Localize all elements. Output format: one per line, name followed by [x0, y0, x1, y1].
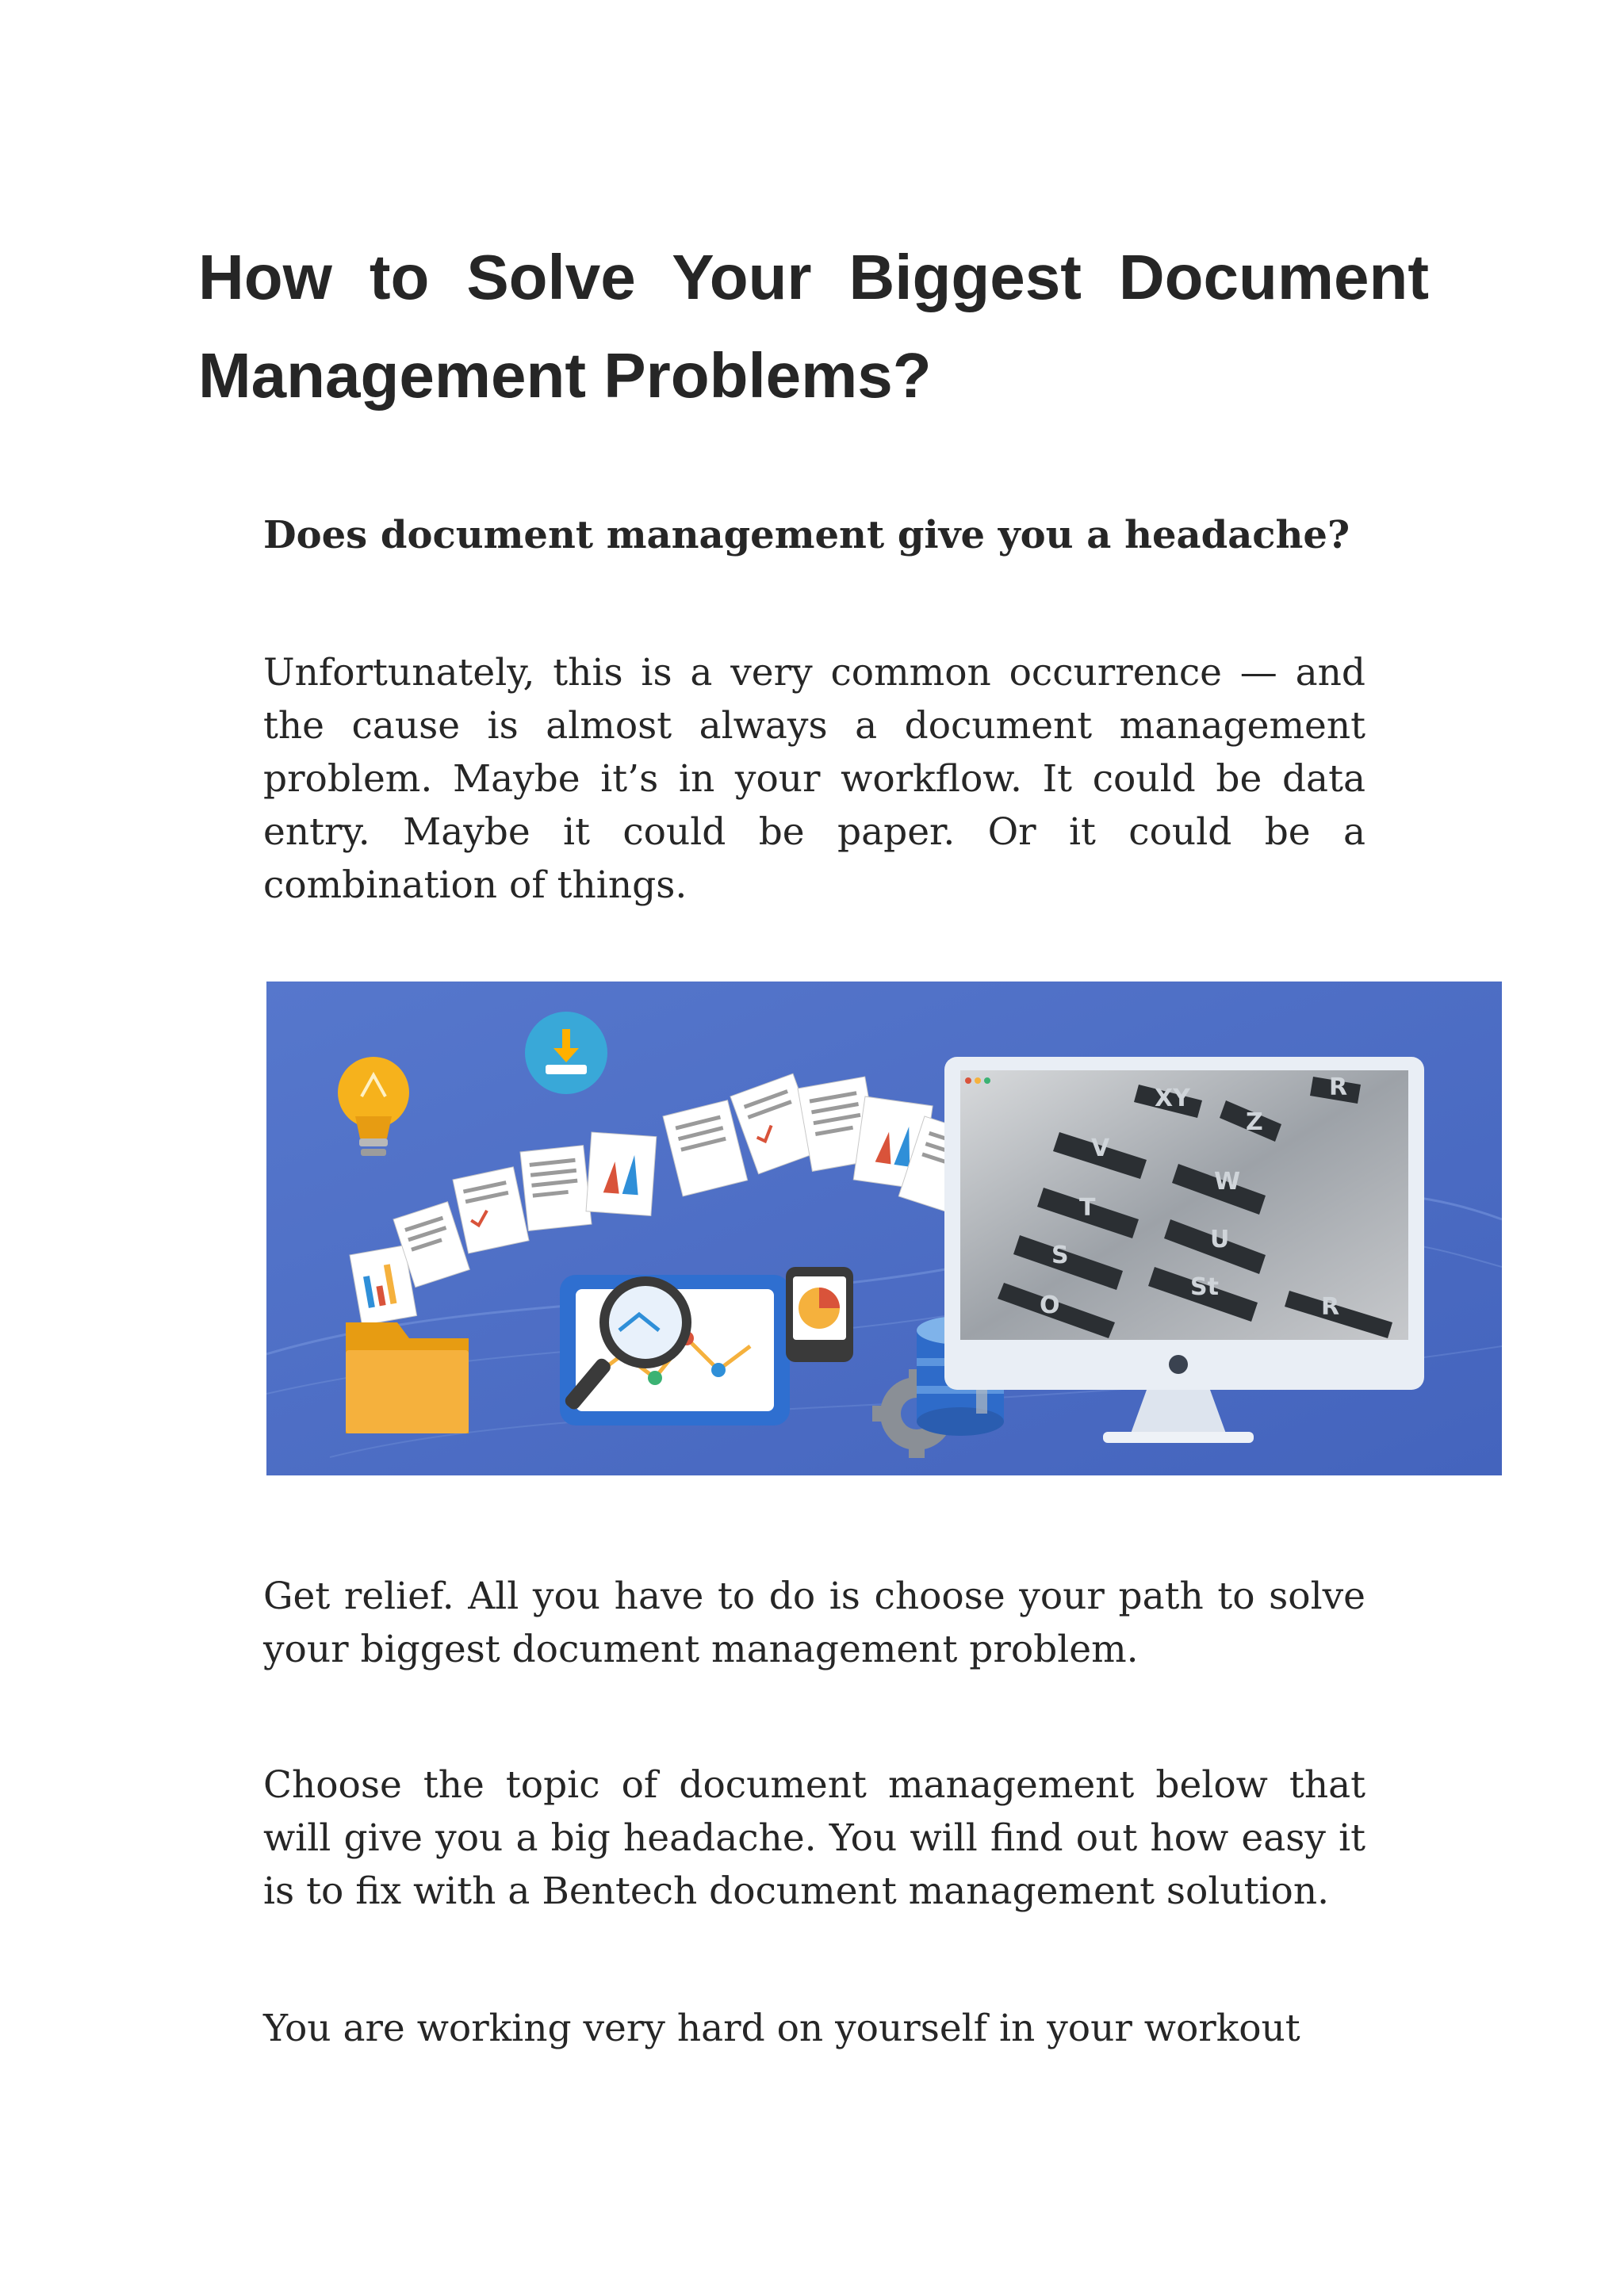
page-title: How to Solve Your Biggest Document Management Problems?	[198, 242, 1429, 411]
tab-label-u: U	[1210, 1226, 1230, 1253]
paragraph-intro: Unfortunately, this is a very common occurrence — and the cause is almost always a document management problem. Maybe it’s in your workflow. It could be data entry. Maybe it could be paper. Or it could be a combination of things.	[263, 651, 1365, 907]
tab-label-o: O	[1040, 1292, 1060, 1319]
download-icon	[525, 1012, 607, 1094]
paragraph-choose-topic: Choose the topic of document management below that will give you a big headache. You will find out how easy it is to fix with a Bentech document management solution.	[263, 1763, 1365, 1913]
tab-label-v: V	[1091, 1135, 1110, 1162]
tab-label-r-bottom: R	[1321, 1293, 1340, 1321]
tab-label-r-top: R	[1329, 1073, 1348, 1101]
tab-label-w: W	[1214, 1168, 1241, 1196]
pie-chart-icon	[786, 1267, 853, 1362]
tab-label-st: St	[1190, 1273, 1219, 1301]
tab-label-xy: XY	[1155, 1085, 1190, 1112]
monitor-icon	[944, 1057, 1424, 1443]
tab-label-z: Z	[1246, 1108, 1263, 1136]
document-management-illustration	[266, 982, 1502, 1475]
folder-icon	[346, 1322, 469, 1433]
tab-label-s: S	[1051, 1242, 1069, 1269]
paragraph-relief: Get relief. All you have to do is choose your path to solve your biggest document management problem.	[263, 1575, 1365, 1671]
tab-label-t: T	[1079, 1194, 1096, 1222]
section-subheading: Does document management give you a headache?	[263, 513, 1350, 557]
paragraph-workout: You are working very hard on yourself in your workout	[263, 2007, 1300, 2050]
